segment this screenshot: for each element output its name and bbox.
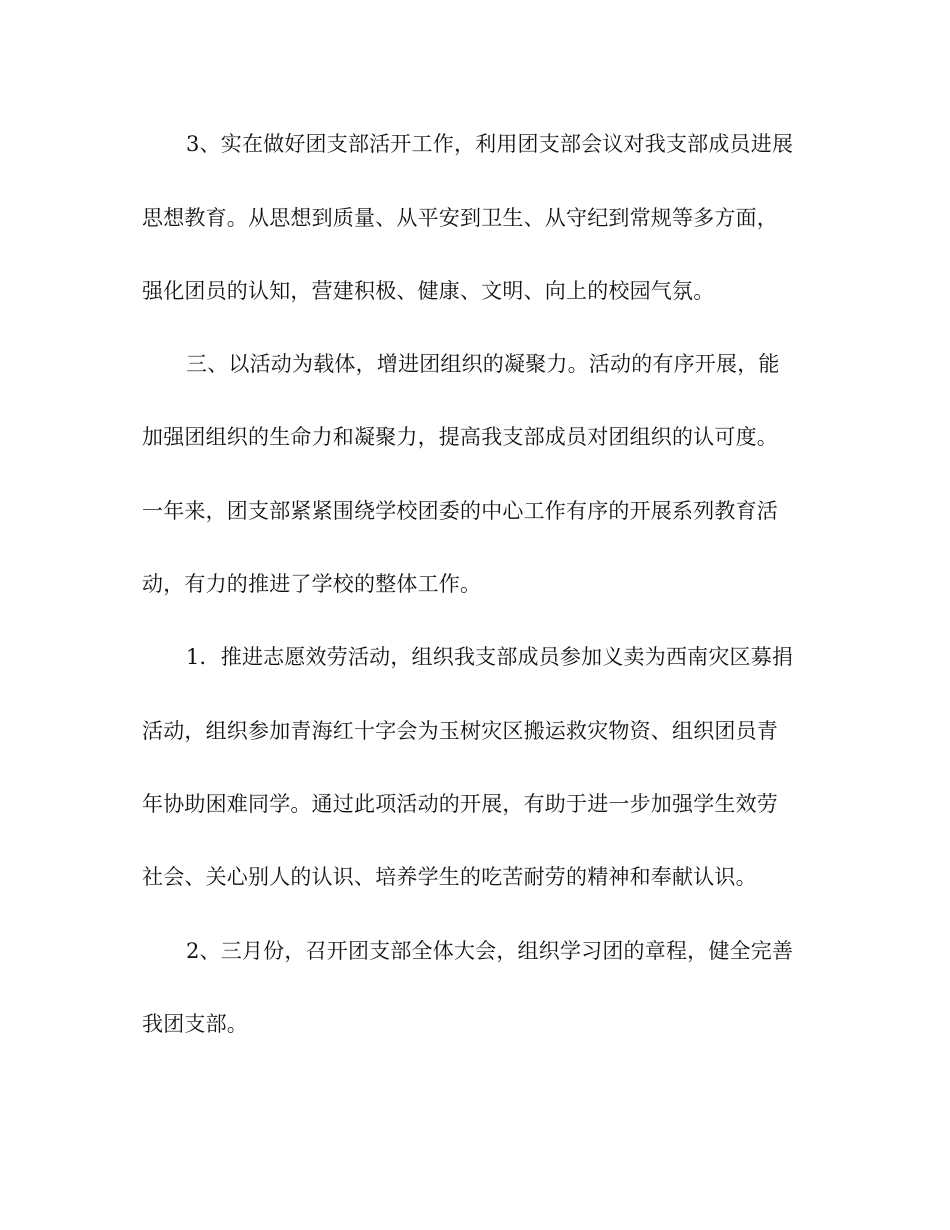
paragraph-line: 加强团组织的生命力和凝聚力，提高我支部成员对团组织的认可度。 xyxy=(142,425,778,449)
paragraph-line: 社会、关心别人的认识、培养学生的吃苦耐劳的精神和奉献认识。 xyxy=(142,865,757,889)
paragraph-line: 2、三月份，召开团支部全体大会，组织学习团的章程，健全完善 xyxy=(186,939,794,963)
paragraph-line: 活动，组织参加青海红十字会为玉树灾区搬运救灾物资、组织团员青 xyxy=(142,719,778,743)
paragraph-line: 动，有力的推进了学校的整体工作。 xyxy=(142,572,482,596)
paragraph-line: 思想教育。从思想到质量、从平安到卫生、从守纪到常规等多方面， xyxy=(142,206,778,230)
paragraph-line: 年协助困难同学。通过此项活动的开展，有助于进一步加强学生效劳 xyxy=(142,792,778,816)
paragraph-line: 强化团员的认知，营建积极、健康、文明、向上的校园气氛。 xyxy=(142,279,715,303)
paragraph-line: 1．推进志愿效劳活动，组织我支部成员参加义卖为西南灾区募捐 xyxy=(186,645,794,669)
paragraph-line: 我团支部。 xyxy=(142,1012,248,1036)
paragraph-line: 3、实在做好团支部活开工作，利用团支部会议对我支部成员进展 xyxy=(186,132,794,156)
paragraph-line: 三、以活动为载体，增进团组织的凝聚力。活动的有序开展，能 xyxy=(186,352,780,376)
paragraph-line: 一年来，团支部紧紧围绕学校团委的中心工作有序的开展系列教育活 xyxy=(142,499,778,523)
